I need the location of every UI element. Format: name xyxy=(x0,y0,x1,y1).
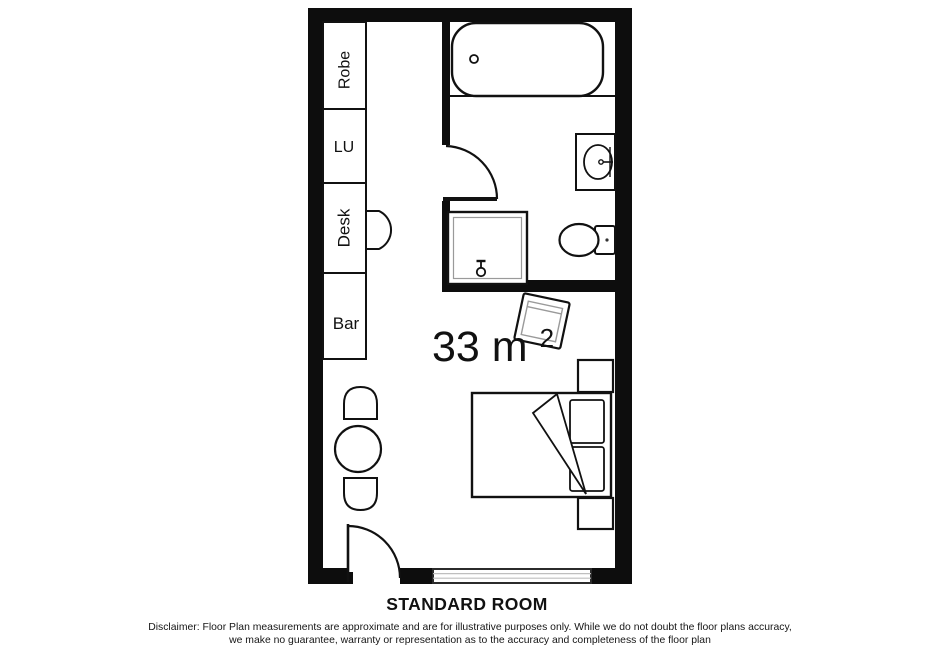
dining-set xyxy=(335,387,381,510)
toilet-bowl xyxy=(560,224,599,256)
bathroom-door-leaf xyxy=(443,197,497,201)
disclaimer-line-2: we make no guarantee, warranty or representation as to the accuracy and completeness of the floor plan xyxy=(229,635,711,646)
pillow-top xyxy=(570,400,604,443)
entry-door-swing-arc xyxy=(348,526,400,578)
bed-group xyxy=(472,360,613,529)
shower-mixer-knob xyxy=(477,268,485,276)
bathroom-door xyxy=(443,146,497,201)
area-label xyxy=(432,323,554,371)
bathroom-wall-vertical-upper xyxy=(442,22,450,145)
washbasin xyxy=(576,134,615,190)
chair-upper xyxy=(344,387,377,419)
desk-chair xyxy=(367,211,391,249)
robe-label: Robe xyxy=(336,50,354,90)
luggage-label: LU xyxy=(333,139,355,156)
bar-label: Bar xyxy=(332,314,360,333)
window-frame xyxy=(433,569,591,583)
shower xyxy=(448,212,527,284)
wall-bottom-seg-right xyxy=(591,568,632,584)
toilet xyxy=(560,224,616,256)
desk-label: Desk xyxy=(334,208,354,248)
plan-title: STANDARD ROOM xyxy=(386,594,548,614)
wall-bottom-seg-mid xyxy=(400,568,433,584)
area-superscript: 2 xyxy=(539,323,555,353)
bathtub xyxy=(452,23,603,96)
wall-bottom-seg-left xyxy=(308,568,348,584)
shower-tray-outer xyxy=(448,212,527,284)
bathtub-outline xyxy=(452,23,603,96)
nightstand-top xyxy=(578,360,613,392)
dining-table xyxy=(335,426,381,472)
chair-lower xyxy=(344,478,377,510)
toilet-flush-button xyxy=(605,238,608,241)
disclaimer-line-1: Disclaimer: Floor Plan measurements are approximate and are for illustrative purposes only. While we do not doubt the floor plans accuracy, xyxy=(148,622,792,633)
wall-right xyxy=(615,8,632,584)
wall-left xyxy=(308,8,323,584)
window xyxy=(433,569,591,583)
nightstand-bottom xyxy=(578,498,613,529)
entry-door xyxy=(348,524,400,582)
area-value: 33 m xyxy=(432,323,528,371)
bathroom-door-swing-arc xyxy=(446,146,497,199)
wall-top xyxy=(308,8,632,22)
joinery-column xyxy=(323,22,366,359)
